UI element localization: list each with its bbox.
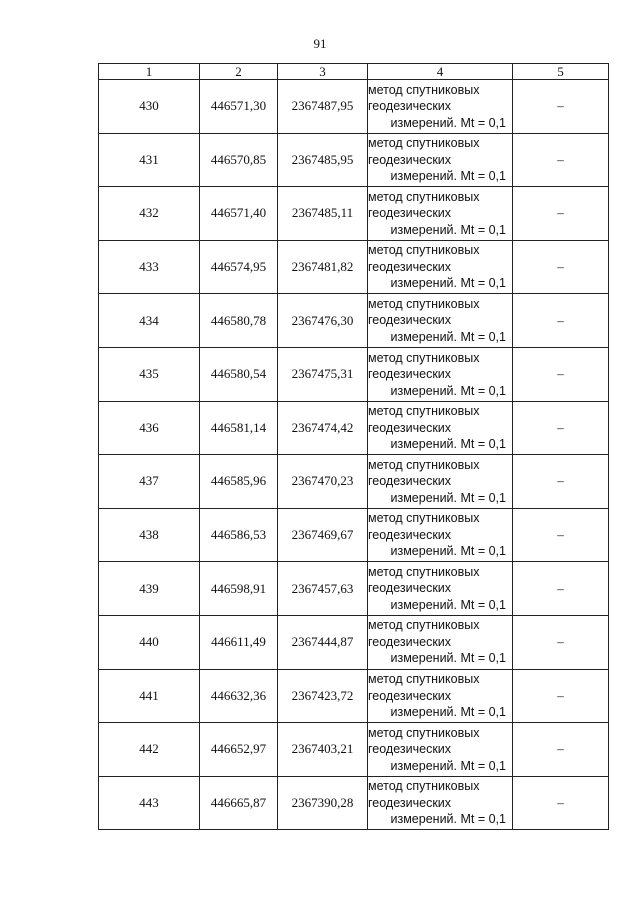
y-coordinate-cell: 2367475,31: [278, 347, 368, 401]
method-line-3: измерений. Mt = 0,1: [390, 597, 506, 612]
method-line-1: метод спутниковых: [368, 457, 480, 472]
method-cell: [368, 723, 513, 777]
y-coordinate-cell: 2367476,30: [278, 294, 368, 348]
x-coordinate-cell: 446585,96: [200, 455, 278, 509]
method-line-1: метод спутниковых: [368, 350, 480, 365]
method-line-1: метод спутниковых: [368, 189, 480, 204]
column-header-1: 1: [99, 64, 200, 80]
x-coordinate-cell: 446665,87: [200, 776, 278, 830]
y-coordinate-cell: 2367457,63: [278, 562, 368, 616]
method-line-3: измерений. Mt = 0,1: [390, 276, 506, 291]
point-number-cell: 434: [99, 294, 200, 348]
table-row: [99, 187, 609, 241]
point-number-cell: 430: [99, 80, 200, 134]
point-number-cell: 442: [99, 723, 200, 777]
y-coordinate-cell: 2367390,28: [278, 776, 368, 830]
method-cell: [368, 669, 513, 723]
method-line-1: метод спутниковых: [368, 564, 480, 579]
method-line-3: измерений. Mt = 0,1: [390, 329, 506, 344]
x-coordinate-cell: 446611,49: [200, 615, 278, 669]
point-number-cell: 438: [99, 508, 200, 562]
y-coordinate-cell: 2367423,72: [278, 669, 368, 723]
note-cell: –: [513, 240, 609, 294]
method-line-2: геодезических: [368, 99, 452, 114]
method-line-2: геодезических: [368, 367, 452, 382]
method-line-3: измерений. Mt = 0,1: [390, 115, 506, 130]
method-line-2: геодезических: [368, 420, 452, 435]
table-row: [99, 401, 609, 455]
point-number-cell: 431: [99, 133, 200, 187]
method-line-3: измерений. Mt = 0,1: [390, 544, 506, 559]
note-cell: –: [513, 455, 609, 509]
method-line-1: метод спутниковых: [368, 672, 480, 687]
point-number-cell: 437: [99, 455, 200, 509]
table-row: [99, 669, 609, 723]
method-line-1: метод спутниковых: [368, 82, 480, 97]
method-line-3: измерений. Mt = 0,1: [390, 222, 506, 237]
y-coordinate-cell: 2367470,23: [278, 455, 368, 509]
x-coordinate-cell: 446571,30: [200, 80, 278, 134]
x-coordinate-cell: 446570,85: [200, 133, 278, 187]
table-row: [99, 294, 609, 348]
method-cell: [368, 133, 513, 187]
y-coordinate-cell: 2367481,82: [278, 240, 368, 294]
table-row: [99, 80, 609, 134]
note-cell: –: [513, 723, 609, 777]
x-coordinate-cell: 446581,14: [200, 401, 278, 455]
table-row: [99, 562, 609, 616]
coordinates-table: [98, 63, 609, 830]
y-coordinate-cell: 2367469,67: [278, 508, 368, 562]
point-number-cell: 440: [99, 615, 200, 669]
note-cell: –: [513, 401, 609, 455]
method-cell: [368, 455, 513, 509]
point-number-cell: 443: [99, 776, 200, 830]
method-line-2: геодезических: [368, 742, 452, 757]
column-header-3: 3: [278, 64, 368, 80]
x-coordinate-cell: 446571,40: [200, 187, 278, 241]
method-line-2: геодезических: [368, 527, 452, 542]
method-line-1: метод спутниковых: [368, 404, 480, 419]
x-coordinate-cell: 446652,97: [200, 723, 278, 777]
y-coordinate-cell: 2367485,11: [278, 187, 368, 241]
method-line-1: метод спутниковых: [368, 296, 480, 311]
method-line-3: измерений. Mt = 0,1: [390, 758, 506, 773]
note-cell: –: [513, 669, 609, 723]
method-cell: [368, 776, 513, 830]
note-cell: –: [513, 80, 609, 134]
method-line-3: измерений. Mt = 0,1: [390, 651, 506, 666]
column-header-4: 4: [368, 64, 513, 80]
y-coordinate-cell: 2367485,95: [278, 133, 368, 187]
method-line-3: измерений. Mt = 0,1: [390, 169, 506, 184]
method-line-1: метод спутниковых: [368, 136, 480, 151]
method-cell: [368, 80, 513, 134]
method-line-2: геодезических: [368, 634, 452, 649]
note-cell: –: [513, 294, 609, 348]
method-line-2: геодезических: [368, 581, 452, 596]
note-cell: –: [513, 615, 609, 669]
point-number-cell: 439: [99, 562, 200, 616]
column-header-2: 2: [200, 64, 278, 80]
column-header-5: 5: [513, 64, 609, 80]
table-row: [99, 347, 609, 401]
method-cell: [368, 401, 513, 455]
point-number-cell: 432: [99, 187, 200, 241]
note-cell: –: [513, 133, 609, 187]
method-cell: [368, 347, 513, 401]
point-number-cell: 435: [99, 347, 200, 401]
method-line-3: измерений. Mt = 0,1: [390, 705, 506, 720]
x-coordinate-cell: 446574,95: [200, 240, 278, 294]
method-line-3: измерений. Mt = 0,1: [390, 437, 506, 452]
method-cell: [368, 615, 513, 669]
method-line-1: метод спутниковых: [368, 725, 480, 740]
method-line-1: метод спутниковых: [368, 243, 480, 258]
method-line-2: геодезических: [368, 152, 452, 167]
x-coordinate-cell: 446632,36: [200, 669, 278, 723]
note-cell: –: [513, 347, 609, 401]
y-coordinate-cell: 2367474,42: [278, 401, 368, 455]
y-coordinate-cell: 2367403,21: [278, 723, 368, 777]
table-row: [99, 240, 609, 294]
point-number-cell: 436: [99, 401, 200, 455]
method-line-2: геодезических: [368, 206, 452, 221]
table-body: [99, 80, 609, 830]
method-line-2: геодезических: [368, 259, 452, 274]
method-line-2: геодезических: [368, 795, 452, 810]
table-row: [99, 723, 609, 777]
table-row: [99, 455, 609, 509]
table-header-row: [99, 64, 609, 80]
method-cell: [368, 240, 513, 294]
method-line-3: измерений. Mt = 0,1: [390, 383, 506, 398]
page-number: 91: [313, 36, 327, 51]
x-coordinate-cell: 446586,53: [200, 508, 278, 562]
x-coordinate-cell: 446580,78: [200, 294, 278, 348]
method-line-2: геодезических: [368, 688, 452, 703]
point-number-cell: 441: [99, 669, 200, 723]
table-row: [99, 615, 609, 669]
note-cell: –: [513, 187, 609, 241]
table-row: [99, 508, 609, 562]
note-cell: –: [513, 776, 609, 830]
table-row: [99, 133, 609, 187]
method-line-2: геодезических: [368, 474, 452, 489]
method-line-1: метод спутниковых: [368, 779, 480, 794]
method-cell: [368, 187, 513, 241]
x-coordinate-cell: 446598,91: [200, 562, 278, 616]
note-cell: –: [513, 562, 609, 616]
method-cell: [368, 294, 513, 348]
method-line-1: метод спутниковых: [368, 618, 480, 633]
table-row: [99, 776, 609, 830]
method-cell: [368, 562, 513, 616]
method-line-2: геодезических: [368, 313, 452, 328]
method-line-3: измерений. Mt = 0,1: [390, 812, 506, 827]
y-coordinate-cell: 2367444,87: [278, 615, 368, 669]
note-cell: –: [513, 508, 609, 562]
method-line-1: метод спутниковых: [368, 511, 480, 526]
x-coordinate-cell: 446580,54: [200, 347, 278, 401]
y-coordinate-cell: 2367487,95: [278, 80, 368, 134]
point-number-cell: 433: [99, 240, 200, 294]
method-cell: [368, 508, 513, 562]
method-line-3: измерений. Mt = 0,1: [390, 490, 506, 505]
